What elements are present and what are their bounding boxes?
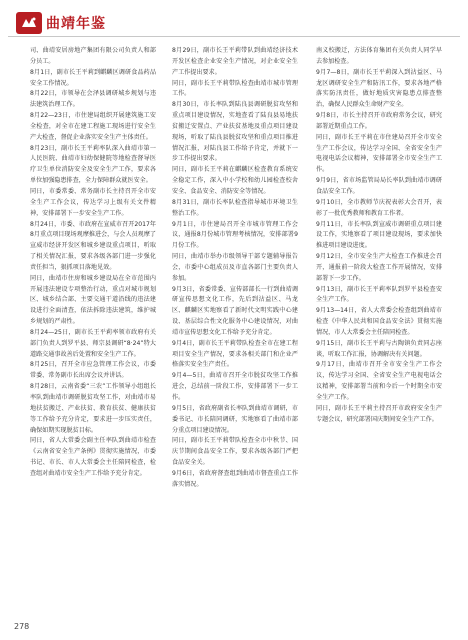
paragraph: 8月23日，副市长王平莉率队深入曲靖市第一人民医院、曲靖市妇幼保健院等地检查督导医疗卫生单位消防安全及安全生产工作，要求各单位加强隐患排查，全力保障群众就医安全。 (30, 144, 156, 185)
yearbook-logo (16, 12, 42, 34)
paragraph: 南义校搬迁，方法体育集团有关负责人同学早去参加检查。 (316, 47, 442, 65)
paragraph: 同日，副市长王平莉带队检查曲靖市城市管理工作。 (172, 79, 298, 98)
paragraph: 9月1日，市住建局召开全市城市管理工作会议，通报8月份城市管理考核情况，安排部署9月份工作。 (172, 220, 298, 250)
paragraph: 9月15日，副市长王平莉与古陶镇负责同志座谈，听取工作汇报，协调解决有关问题。 (316, 339, 442, 358)
page-number: 278 (14, 622, 30, 631)
paragraph: 9月7—8日，副市长王平莉深入到沾益区、马龙区调研安全生产和防汛工作，要求各地严格落实防汛责任，做好地质灾害隐患点排查整治，确保人民群众生命财产安全。 (316, 68, 442, 109)
paragraph: 9月3日，省委常委、宣传部部长一行到曲靖调研宣传思想文化工作，先后到沾益区、马龙区、麒麟区实地察看了新时代文明实践中心建设、基层综合性文化服务中心建设情况，对曲靖市宣传思想文化工作给予充分肯定。 (172, 285, 298, 336)
paragraph: 9月10日，全市教师节庆祝表彰大会召开，表彰了一批优秀教师和教育工作者。 (316, 198, 442, 217)
paragraph: 9月4—5日，曲靖市召开全市脱贫攻坚工作推进会，总结前一阶段工作，安排部署下一步工作。 (172, 372, 298, 401)
paragraph: 司、曲靖安居房地产集团有限公司负责人和部分员工。 (30, 47, 156, 65)
paragraph: 9月17日，曲靖市召开全市安全生产工作会议，传达学习全国、全省安全生产电视电话会议精神，安排部署当前和今后一个时期全市安全生产工作。 (316, 361, 442, 401)
paragraph: 同日，曲靖市举办市级领导干部专题辅导报告会，市委中心组成员及市直各部门主要负责人参加。 (172, 253, 298, 282)
paragraph: 8月28日，云南省委“三农”工作领导小组组长率队到曲靖市调研脱贫攻坚工作，对曲靖市易地扶贫搬迁、产业扶贫、教育扶贫、健康扶贫等工作给予充分肯定，要求进一步压实责任，确保如期实现脱贫目标。 (30, 383, 156, 434)
paragraph: 同日，副市长王平莉在麒麟区检查教育系统安全稳定工作，深入中小学校和幼儿园检查校舍安全、食品安全、消防安全等情况。 (172, 166, 298, 195)
paragraph: 8月24—25日，副市长王平莉率领市政府有关部门负责人到罗平县、师宗县调研“8·24”特大道路交通事故善后处置和安全生产工作。 (30, 328, 156, 358)
header-divider (8, 36, 460, 37)
paragraph: 8月25日，召开全市应急管理工作会议，市委常委、常务副市长出席会议并讲话。 (30, 361, 156, 380)
paragraph: 8月22日，市领导在会泽县调研城乡规划与违法建筑治理工作。 (30, 90, 156, 109)
paragraph: 8月29日，副市长王平莉带队到曲靖经济技术开发区检查企业安全生产情况，对企业安全生产工作提出要求。 (172, 47, 298, 76)
paragraph: 同日，曲靖市住房和城乡建设局在全市范围内开展违法建设专项整治行动，重点对城市规划区、城乡结合部、主要交通干道沿线的违法建设进行全面清查，依法拆除违法建筑，维护城乡规划的严肃性。 (30, 274, 156, 326)
paragraph: 9月13日，副市长王平莉率队到罗平县检查安全生产工作。 (316, 285, 442, 304)
header-title: 曲靖年鉴 (46, 16, 106, 32)
paragraph: 同日，副市长王平莉主持召开市政府安全生产专题会议，研究部署国庆期间安全生产工作。 (316, 404, 442, 423)
paragraph: 8月1日，副市长王平莉到麒麟区调研食品药品安全工作情况。 (30, 68, 156, 87)
paragraph: 8月24日，市委、市政府在宣威市召开2017年8月重点项目现场观摩推进会，与会人员观摩了宣威市经济开发区和城乡建设重点项目，听取了相关情况汇报，要求各级各部门进一步强化责任担当，狠抓项目落地见效。 (30, 220, 156, 271)
paragraph: 8月31日，副市长率队检查指导城市环境卫生整治工作。 (172, 198, 298, 217)
paragraph: 9月11日，市长率队到宣威市调研重点项目建设工作，实地察看了项目建设现场，要求加快推进项目建设进度。 (316, 220, 442, 250)
text-columns (30, 46, 442, 602)
paragraph: 8月22—23日，市住建局组织开展建筑施工安全检查，对全市在建工程施工现场进行安全生产大检查，督促企业落实安全生产主体责任。 (30, 112, 156, 141)
paragraph: 8月30日，市长率队到陆良县调研脱贫攻坚和重点项目建设情况，实地查看了陆良县易地扶贫搬迁安置点、产业扶贫基地及重点项目建设现场，听取了陆良县脱贫攻坚和重点项目推进情况汇报，对陆良县工作给予肯定，并就下一步工作提出要求。 (172, 101, 298, 163)
paragraph: 9月5日，省政府副省长率队到曲靖市调研，市委书记、市长陪同调研，实地察看了曲靖市部分重点项目建设情况。 (172, 404, 298, 434)
paragraph: 同日，副市长王平莉带队检查全市中秋节、国庆节期间食品安全工作，要求各级各部门严把食品安全关。 (172, 437, 298, 467)
paragraph: 同日，市委常委、常务副市长主持召开全市安全生产工作会议，传达学习上级有关文件精神，安排部署下一步安全生产工作。 (30, 187, 156, 217)
paragraph: 9月8日，市长主持召开市政府常务会议，研究部署近期重点工作。 (316, 112, 442, 130)
paragraph: 9月12日，全市安全生产大检查工作推进会召开，通报前一阶段大检查工作开展情况，安排部署下一步工作。 (316, 253, 442, 282)
red-square-logo-icon (19, 15, 39, 31)
paragraph: 9月13—14日，省人大常委会检查组到曲靖市检查《中华人民共和国食品安全法》贯彻实施情况，市人大常委会主任陪同检查。 (316, 307, 442, 336)
column-3 (316, 46, 442, 602)
column-1 (30, 46, 156, 602)
column-2 (172, 46, 298, 602)
paragraph: 9月6日，省政府督查组到曲靖市督查重点工作落实情况。 (172, 469, 298, 488)
paragraph: 同日，省人大常委会副主任率队到曲靖市检查《云南省安全生产条例》贯彻实施情况，市委书记、市长、市人大常委会主任陪同检查，检查组对曲靖市安全生产工作给予充分肯定。 (30, 437, 156, 477)
paragraph: 9月4日，副市长王平莉带队检查全市在建工程项目安全生产情况，要求各相关部门和企业严格落实安全生产责任。 (172, 339, 298, 369)
paragraph: 同日，副市长王平莉在市住建局召开全市安全生产工作会议，传达学习全国、全省安全生产电视电话会议精神，安排部署全市安全生产工作。 (316, 133, 442, 174)
running-header (8, 10, 148, 36)
paragraph: 9月9日，省市场监管局局长率队到曲靖市调研食品安全工作。 (316, 177, 442, 195)
